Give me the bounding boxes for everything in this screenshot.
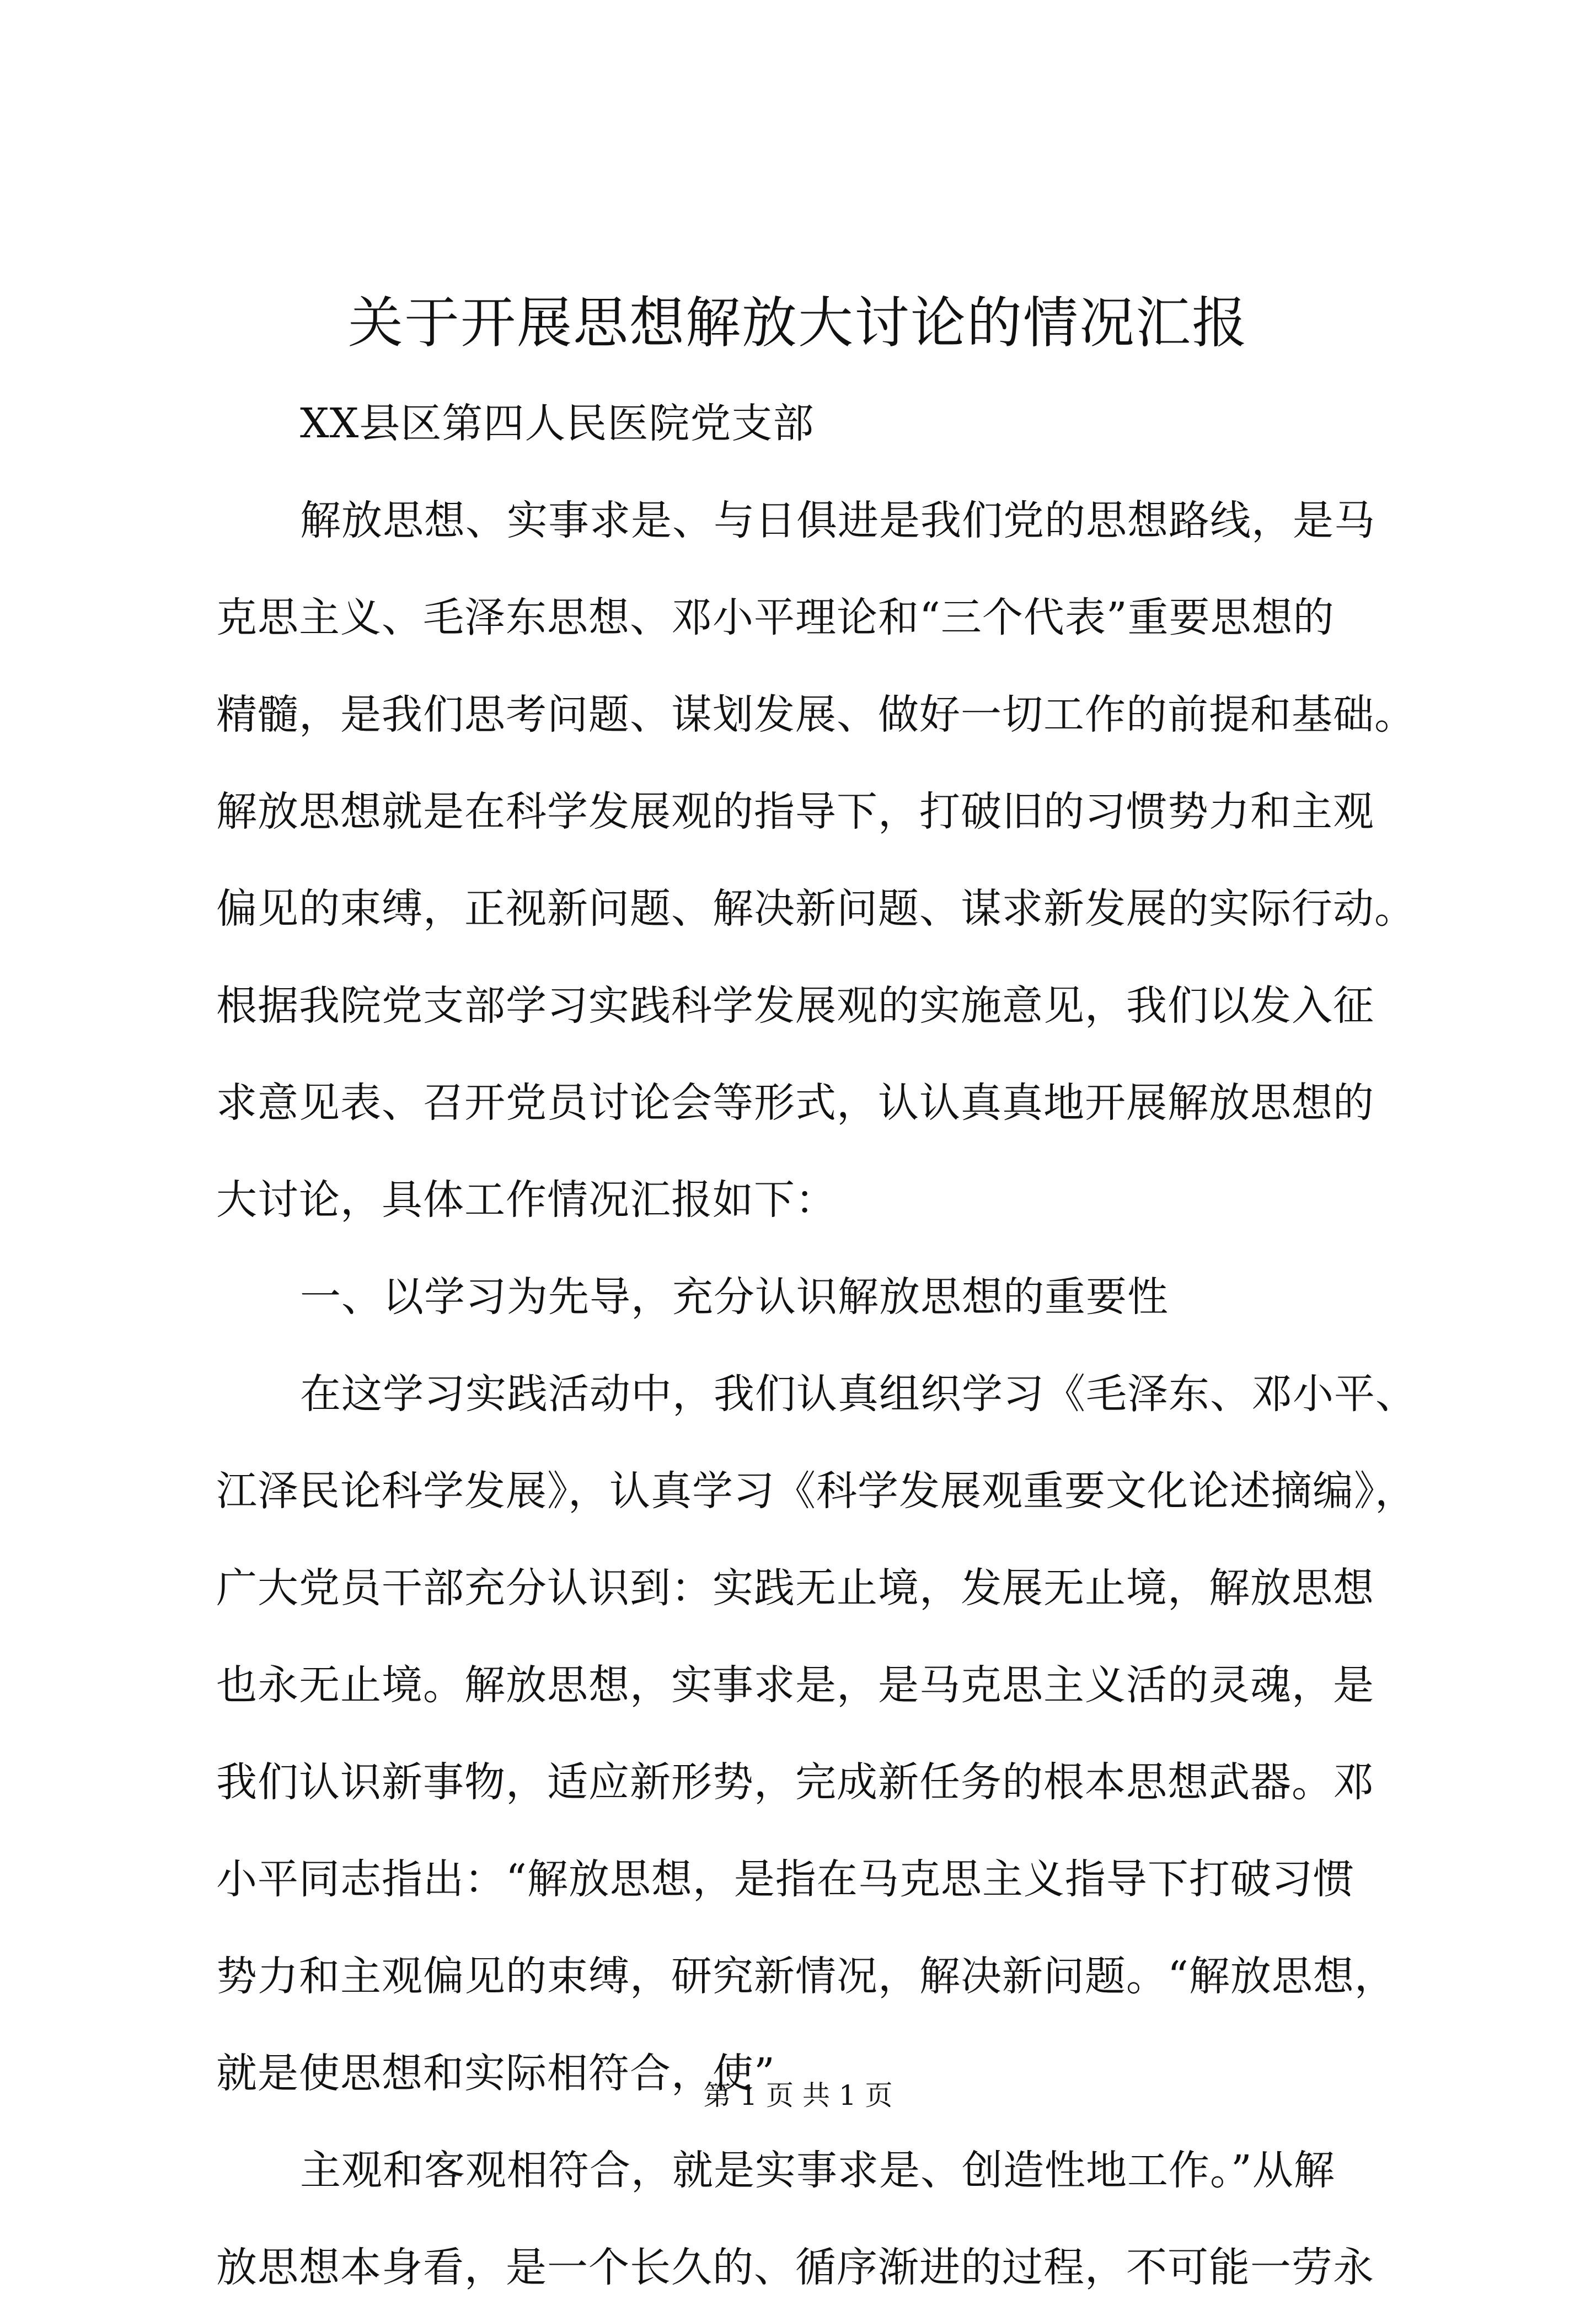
document-body [216,375,1429,2316]
paragraph-line: 根据我院党支部学习实践科学发展观的实施意见，我们以发入征 [216,982,1374,1030]
paragraph-line: 主观和客观相符合，就是实事求是、创造性地工作。”从解 [300,2147,1335,2194]
paragraph-line: 在这学习实践活动中，我们认真组织学习《毛泽东、邓小平、 [300,1370,1417,1418]
paragraph-line: 广大党员干部充分认识到：实践无止境，发展无止境，解放思想 [216,1564,1374,1612]
paragraph-line: 也永无止境。解放思想，实事求是，是马克思主义活的灵魂，是 [216,1661,1374,1709]
paragraph-line: 大讨论，具体工作情况汇报如下： [216,1176,837,1224]
paragraph-line: 放思想本身看，是一个长久的、循序渐进的过程，不可能一劳永 [216,2244,1374,2291]
paragraph-line: 解放思想就是在科学发展观的指导下，打破旧的习惯势力和主观 [216,788,1374,835]
paragraph-line: 克思主义、毛泽东思想、邓小平理论和“三个代表”重要思想的 [216,594,1335,641]
paragraph-line: 江泽民论科学发展》，认真学习《科学发展观重要文化论述摘编》， [216,1467,1416,1515]
paragraph-line: 解放思想、实事求是、与日俱进是我们党的思想路线，是马 [300,497,1375,544]
paragraph-line: 小平同志指出：“解放思想，是指在马克思主义指导下打破习惯 [216,1856,1354,1903]
paragraph-line: 就是使思想和实际相符合，使” [216,2050,775,2097]
author-line: XX县区第四人民医院党支部 [300,400,815,447]
document-title: 关于开展思想解放大讨论的情况汇报 [348,291,1248,355]
page-footer: 第 1 页 共 1 页 [703,2079,893,2111]
paragraph-line: 精髓，是我们思考问题、谋划发展、做好一切工作的前提和基础。 [216,691,1416,738]
paragraph-line: 偏见的束缚，正视新问题、解决新问题、谋求新发展的实际行动。 [216,885,1416,932]
paragraph-line: 势力和主观偏见的束缚，研究新情况，解决新问题。“解放思想， [216,1953,1396,2000]
paragraph-line: 我们认识新事物，适应新形势，完成新任务的根本思想武器。邓 [216,1759,1374,1806]
section-heading: 一、以学习为先导，充分认识解放思想的重要性 [300,1273,1169,1321]
paragraph-line: 求意见表、召开党员讨论会等形式，认认真真地开展解放思想的 [216,1079,1374,1127]
